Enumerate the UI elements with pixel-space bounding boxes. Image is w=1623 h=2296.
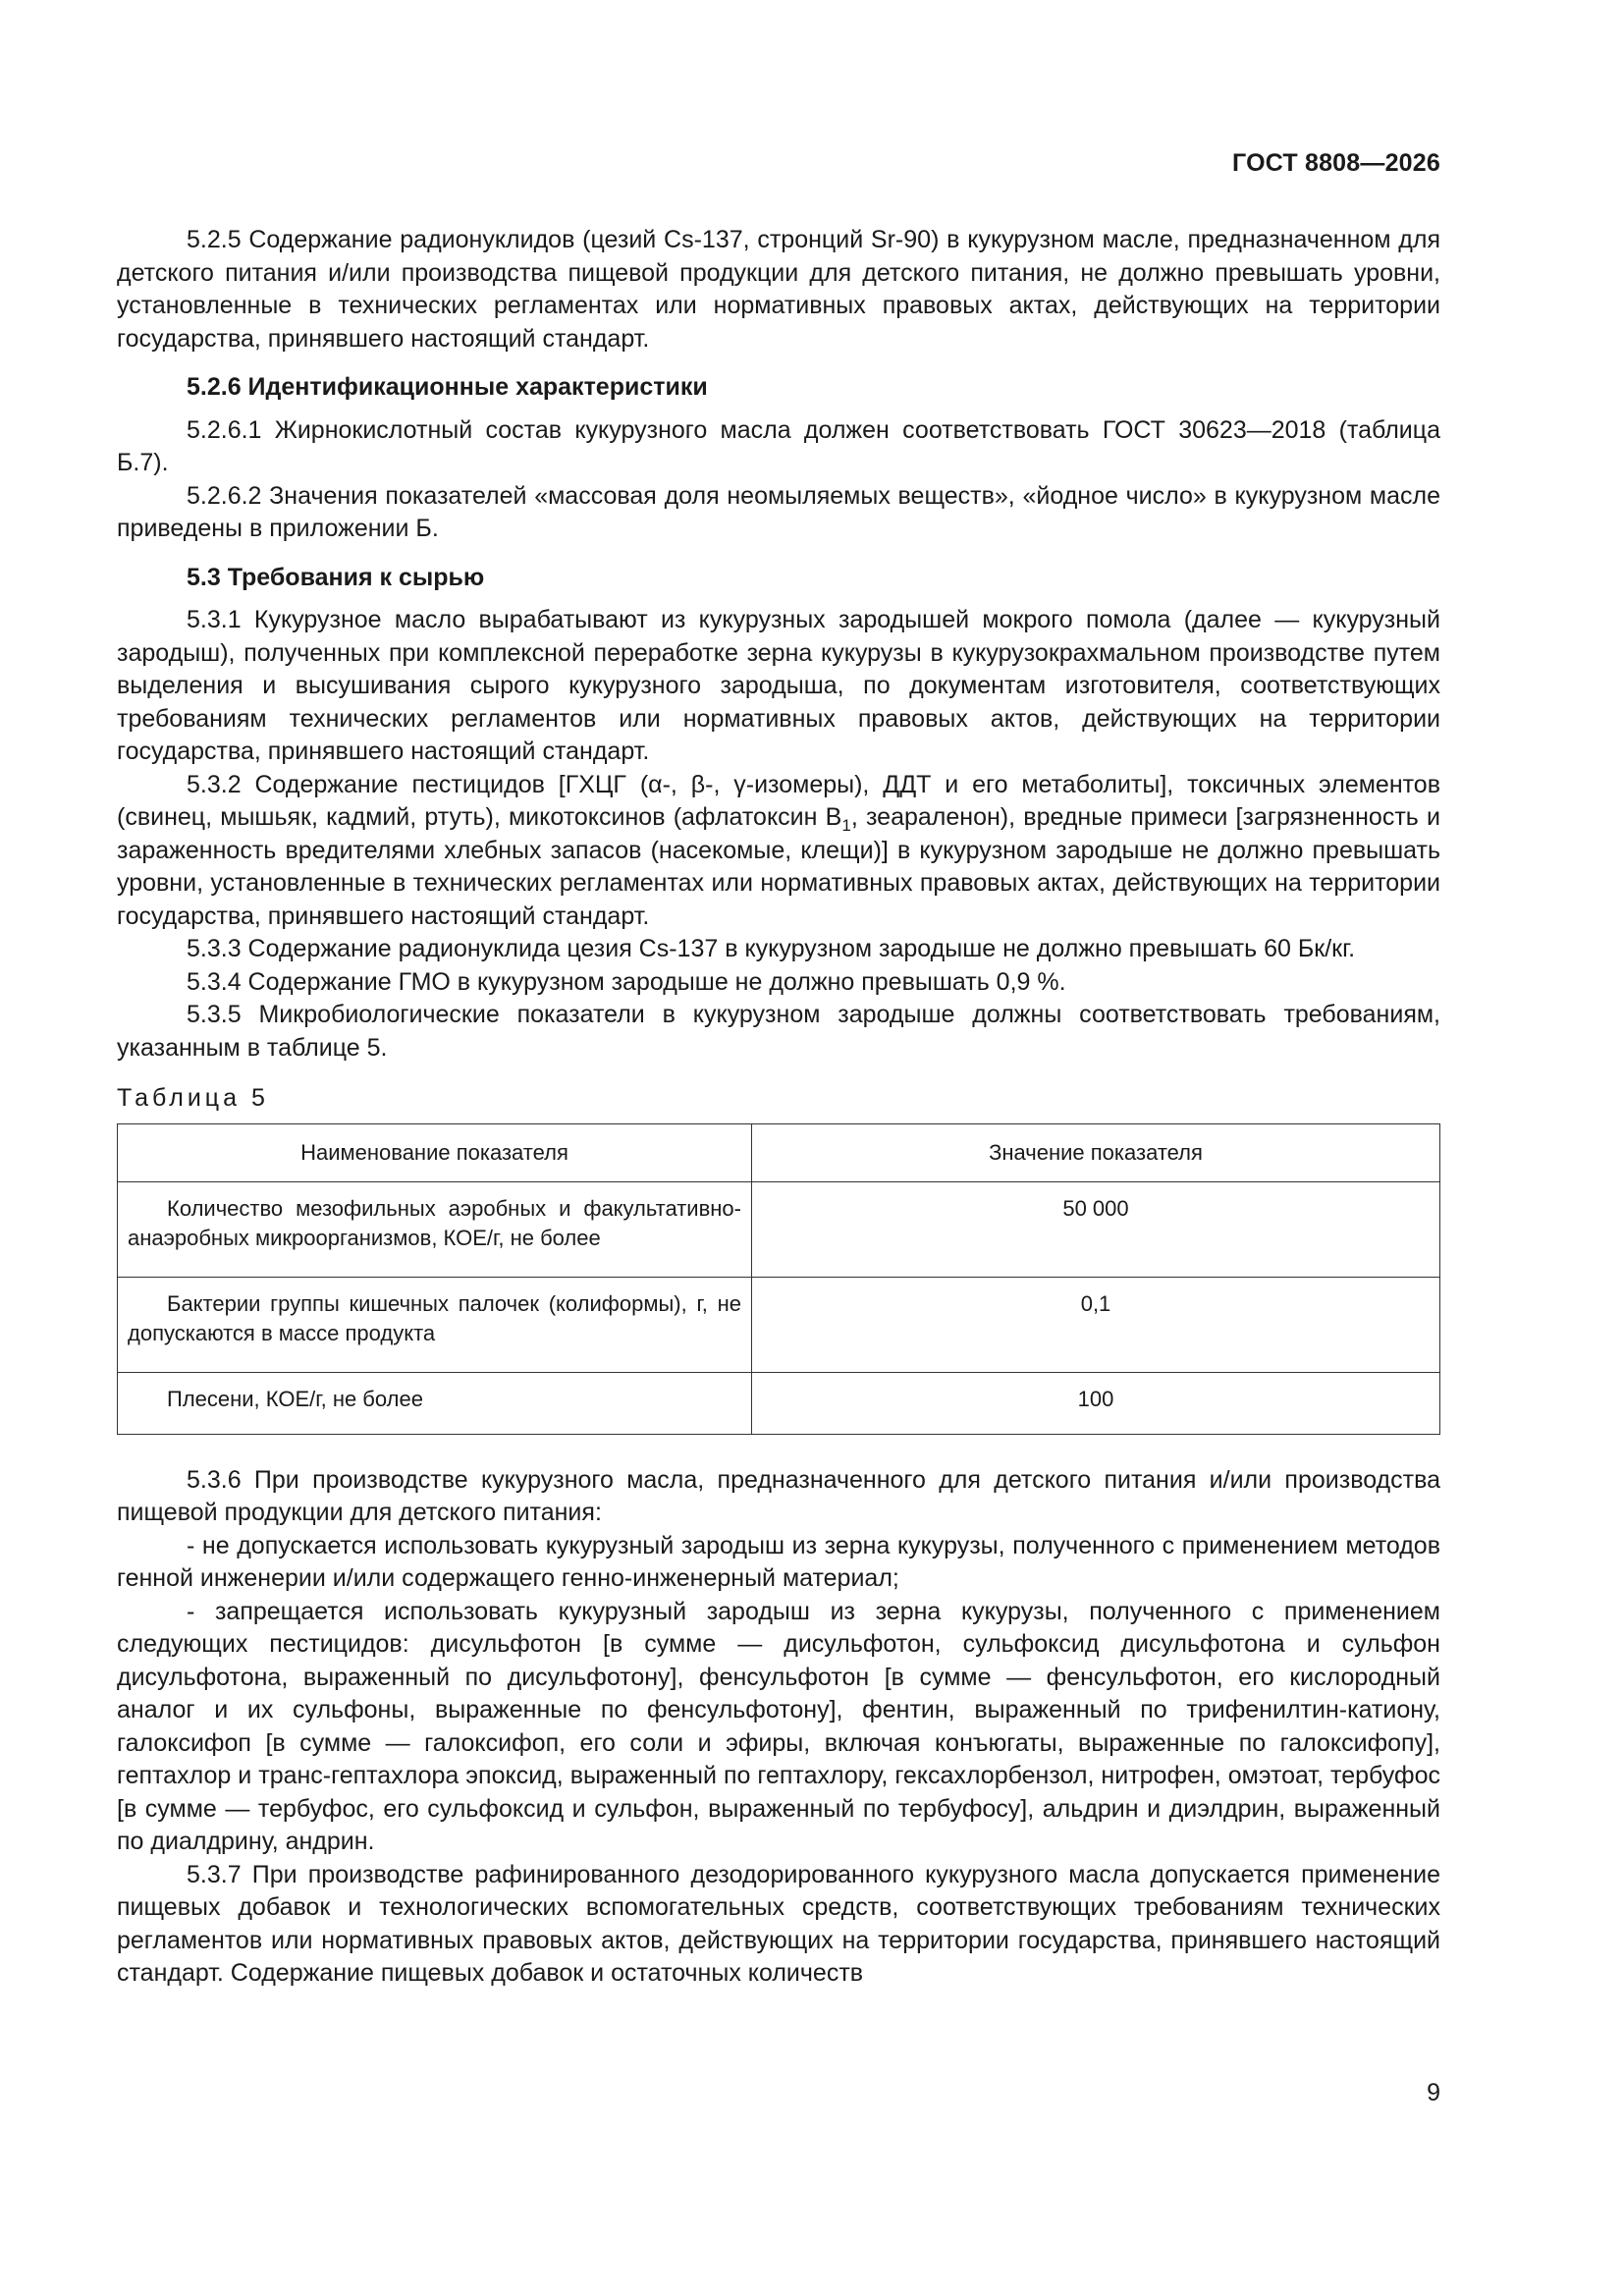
document-body xyxy=(117,224,1440,1991)
table-caption: Таблица 5 xyxy=(117,1084,269,1112)
section-heading-5-2-6: 5.2.6 Идентификационные характеристики xyxy=(187,373,708,401)
table-cell-value: 100 xyxy=(752,1372,1440,1434)
list-item: - не допускается использовать кукурузный зародыш из зерна кукурузы, полученного с применением методов генной инженерии и/или содержащего генно-инженерный материал; xyxy=(117,1531,1440,1592)
paragraph-5-2-6-2: 5.2.6.2 Значения показателей «массовая доля неомыляемых веществ», «йодное число» в кукурузном масле приведены в приложении Б. xyxy=(117,481,1440,542)
paragraph-5-2-5: 5.2.5 Содержание радионуклидов (цезий Cs-137, стронций Sr-90) в кукурузном масле, предназначенном для детского питания и/или производства пищевой продукции для детского питания, не должно превышать уровни, установленные в технических регламентах или нормативных правовых актах, действующих на территории государства, принявшего настоящий стандарт. xyxy=(117,226,1440,353)
list-item: - запрещается использовать кукурузный зародыш из зерна кукурузы, полученного с применением следующих пестицидов: дисульфотон [в сумме — дисульфотон, сульфоксид дисульфотона и сульфон дисульфотона, выраженный по дисульфотону], фенсульфотон [в сумме — фенсульфотон, его кислородный аналог и их сульфоны, выраженные по фенсульфотону], фентин, выраженный по трифенилтин-катиону, галоксифоп [в сумме — галоксифоп, его соли и эфиры, включая конъюгаты, выраженные по галоксифопу], гептахлор и транс-гептахлора эпоксид, выраженный по гептахлору, гексахлорбензол, нитрофен, омэтоат, тербуфос [в сумме — тербуфос, его сульфоксид и сульфон, выраженный по тербуфосу], альдрин и диэлдрин, выраженный по диалдрину, андрин. xyxy=(117,1597,1440,1855)
column-header-name: Наименование показателя xyxy=(118,1123,752,1181)
paragraph-5-2-6-1: 5.2.6.1 Жирнокислотный состав кукурузного масла должен соответствовать ГОСТ 30623—2018 (таблица Б.7). xyxy=(117,415,1440,476)
paragraph-5-3-2-part-b: , зеараленон), вредные примеси [загрязненность и зараженность вредителями хлебных запасов (насекомые, клещи)] в кукурузном зародыше не должно превышать уровни, установленные в технических регламентах или нормативных правовых актах, действующих на территории государства, принявшего настоящий стандарт. xyxy=(117,803,1440,930)
paragraph-5-3-1: 5.3.1 Кукурузное масло вырабатывают из кукурузных зародышей мокрого помола (далее — кукурузный зародыш), полученных при комплексной переработке зерна кукурузы в кукурузокрахмальном производстве путем выделения и высушивания сырого кукурузного зародыша, по документам изготовителя, соответствующих требованиям технических регламентов или нормативных правовых актов, действующих на территории государства, принявшего настоящий стандарт. xyxy=(117,606,1440,765)
paragraph-5-3-3: 5.3.3 Содержание радионуклида цезия Cs-137 в кукурузном зародыше не должно превышать 60 Бк/кг. xyxy=(187,935,1356,962)
paragraph-5-3-6: 5.3.6 При производстве кукурузного масла, предназначенного для детского питания и/или производства пищевой продукции для детского питания: xyxy=(117,1465,1440,1526)
paragraph-5-3-5: 5.3.5 Микробиологические показатели в кукурузном зародыше должны соответствовать требованиям, указанным в таблице 5. xyxy=(117,1001,1440,1062)
table-cell-name: Плесени, КОЕ/г, не более xyxy=(118,1372,752,1434)
column-header-value: Значение показателя xyxy=(752,1123,1440,1181)
paragraph-5-3-4: 5.3.4 Содержание ГМО в кукурузном зародыше не должно превышать 0,9 %. xyxy=(187,967,1066,996)
page-number: 9 xyxy=(1427,2079,1440,2106)
subscript-1: 1 xyxy=(841,816,851,835)
document-code-header: ГОСТ 8808—2026 xyxy=(1232,149,1440,177)
table-row xyxy=(118,1277,1440,1372)
table-cell-value: 50 000 xyxy=(752,1181,1440,1277)
paragraph-5-3-2-part-a: 5.3.2 Содержание пестицидов [ГХЦГ (α-, β-, γ-изомеры), ДДТ и его метаболиты], токсичных элементов (свинец, мышьяк, кадмий, ртуть), микотоксинов (афлатоксин B xyxy=(117,770,1440,831)
table-row xyxy=(118,1372,1440,1434)
table-header-row xyxy=(118,1123,1440,1181)
paragraph-5-3-7: 5.3.7 При производстве рафинированного дезодорированного кукурузного масла допускается применение пищевых добавок и технологических вспомогательных средств, соответствующих требованиям технических регламентов или нормативных правовых актов, действующих на территории государства, принявшего настоящий стандарт. Содержание пищевых добавок и остаточных количеств xyxy=(117,1860,1440,1987)
table-row xyxy=(118,1181,1440,1277)
microbiology-table xyxy=(117,1123,1440,1435)
table-cell-name: Количество мезофильных аэробных и факультативно-анаэробных микроорганизмов, КОЕ/г, не более xyxy=(118,1181,752,1277)
table-cell-name: Бактерии группы кишечных палочек (колиформы), г, не допускаются в массе продукта xyxy=(118,1277,752,1372)
table-cell-value: 0,1 xyxy=(752,1277,1440,1372)
section-heading-5-3: 5.3 Требования к сырью xyxy=(187,563,485,591)
paragraph-5-3-2 xyxy=(117,769,1440,934)
